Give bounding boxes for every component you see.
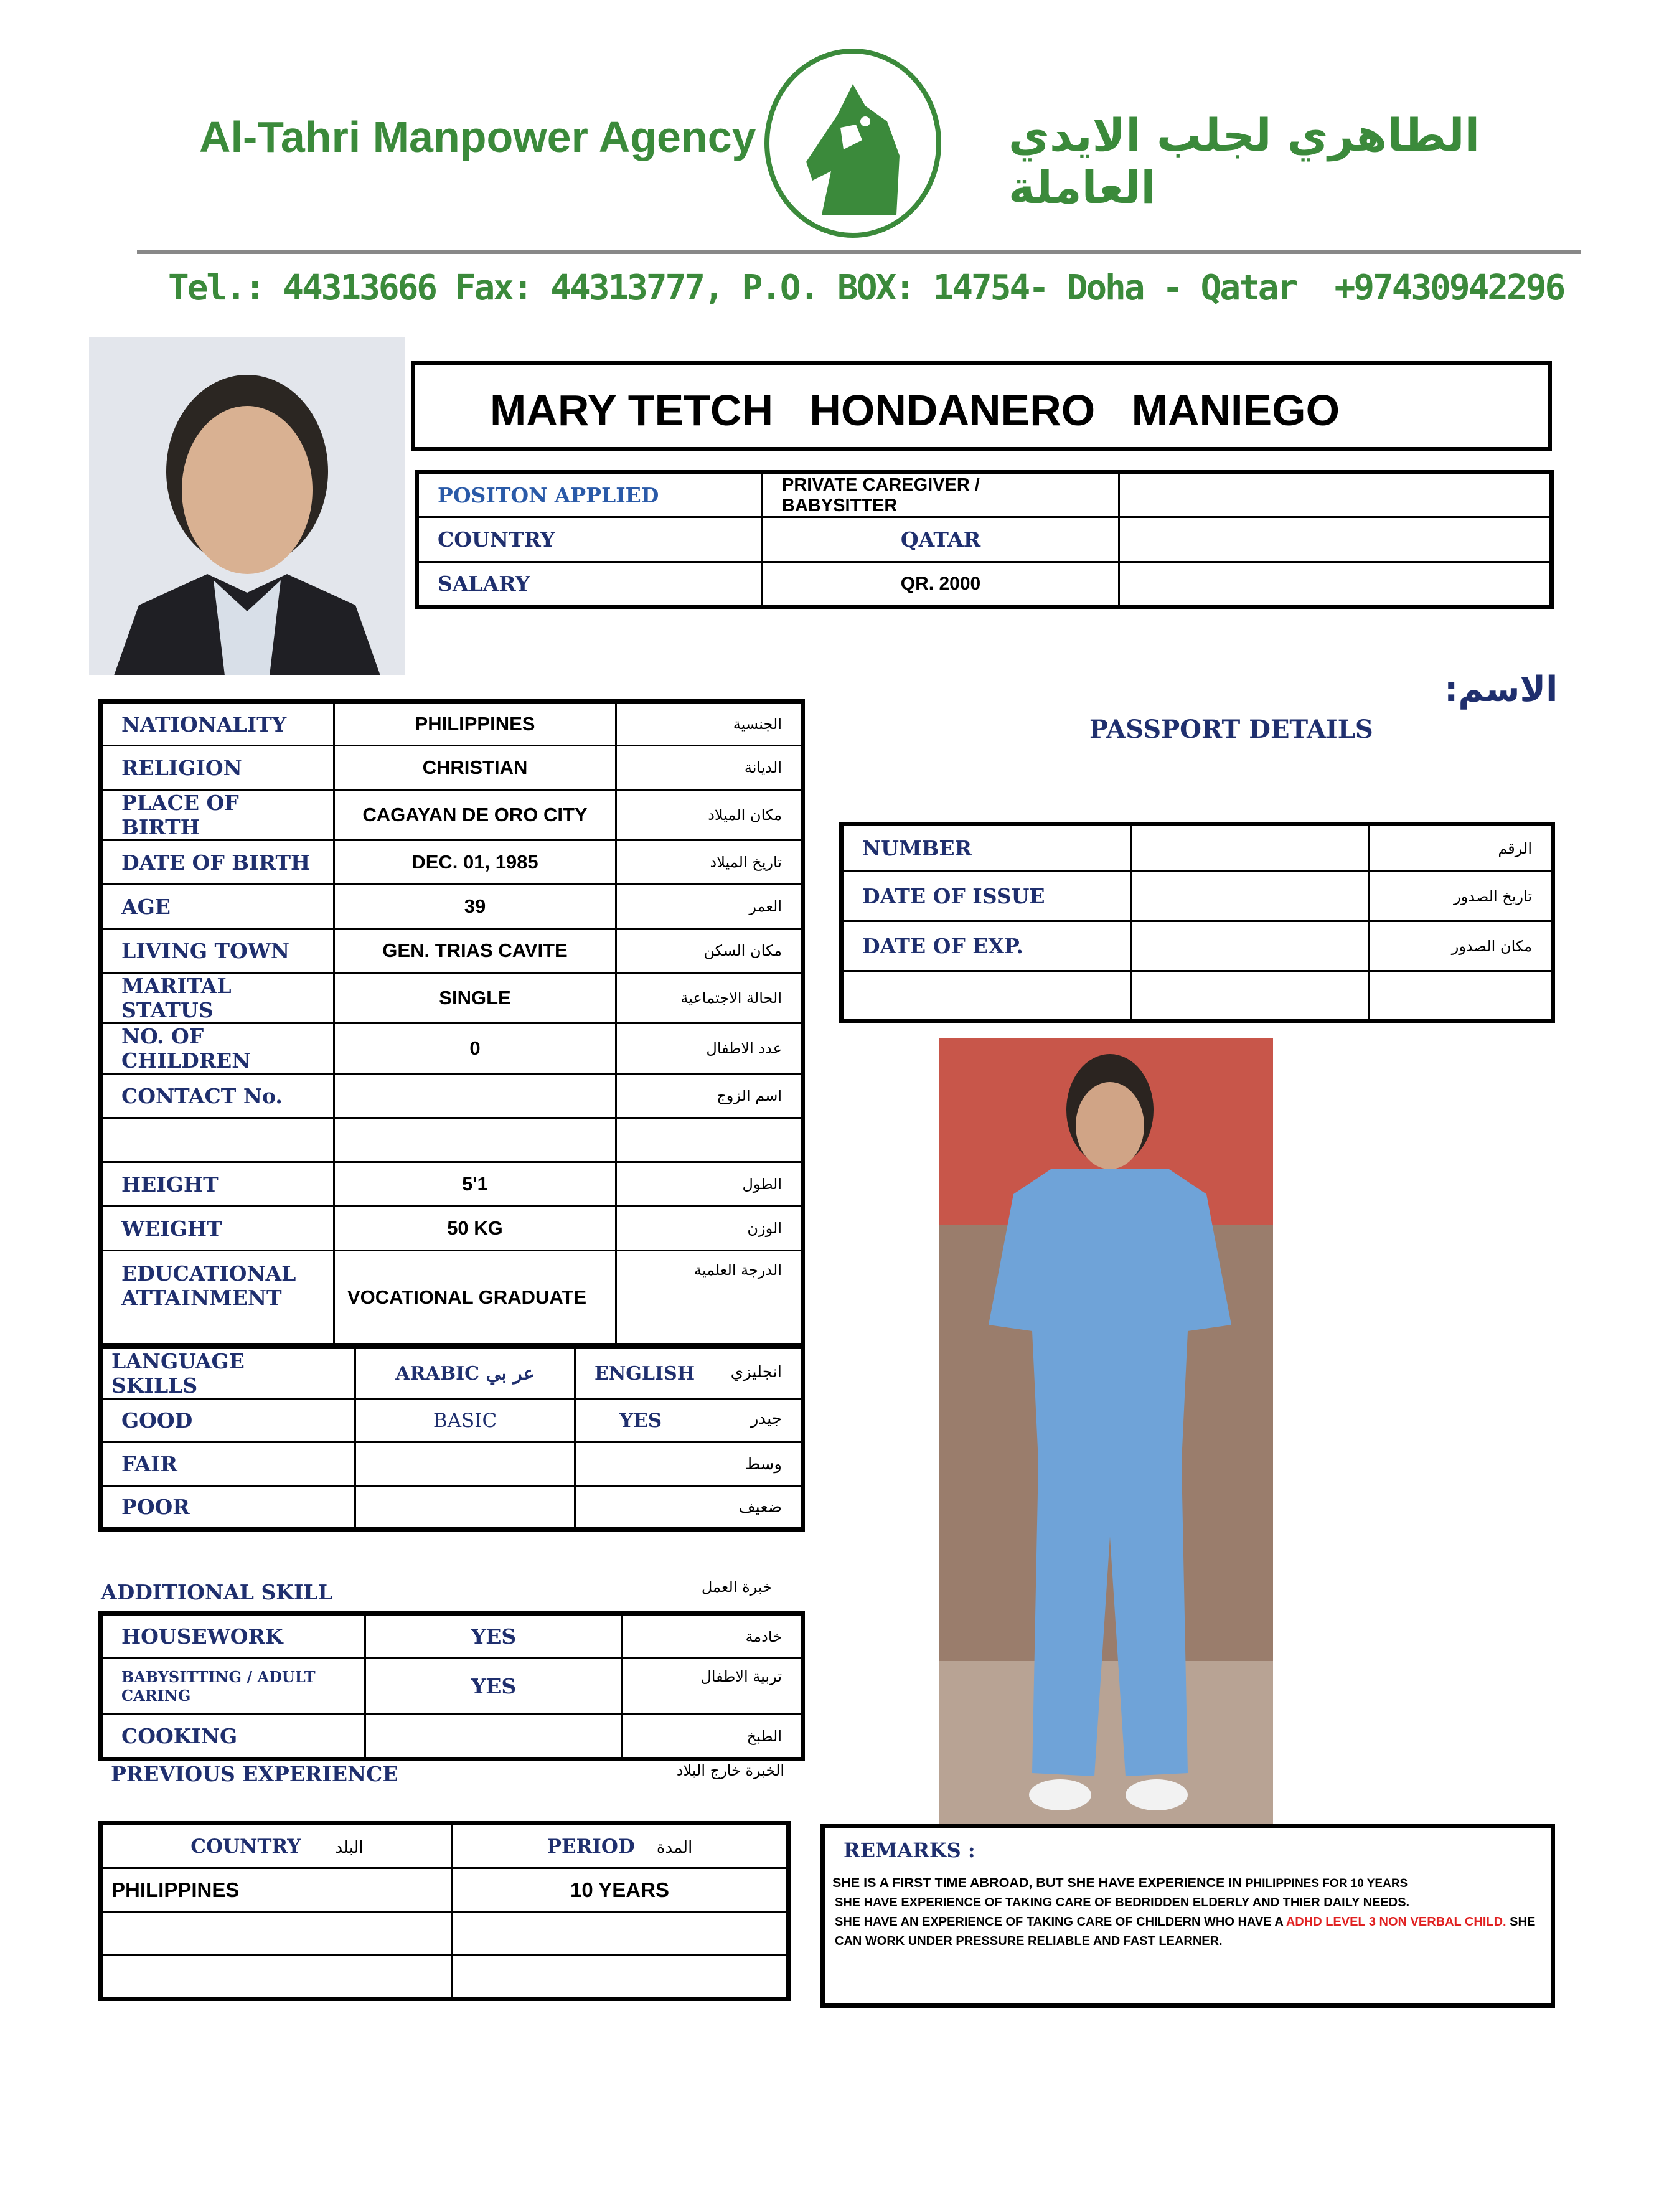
height-ar: الطول xyxy=(616,1162,803,1207)
place-of-birth-label: PLACE OF BIRTH xyxy=(101,790,334,840)
housework-label: HOUSEWORK xyxy=(101,1614,365,1659)
remarks-highlight: ADHD LEVEL 3 NON VERBAL CHILD. xyxy=(1285,1915,1506,1929)
religion-label: RELIGION xyxy=(101,746,334,790)
children-value: 0 xyxy=(334,1024,616,1074)
remarks-line-1 xyxy=(832,1873,1548,1893)
good-ar: جيدر xyxy=(750,1409,782,1428)
fair-label: FAIR xyxy=(101,1443,355,1486)
exp-country-ar: البلد xyxy=(335,1838,364,1857)
poor-ar: ضعيف xyxy=(738,1497,782,1517)
education-label: EDUCATIONAL ATTAINMENT xyxy=(101,1251,334,1345)
passport-issue-value xyxy=(1131,872,1370,921)
place-of-birth-ar: مكان الميلاد xyxy=(616,790,803,840)
remarks-text xyxy=(832,1873,1548,1951)
contact-ar: اسم الزوج xyxy=(616,1074,803,1118)
weight-ar: الوزن xyxy=(616,1207,803,1251)
living-town-value: GEN. TRIAS CAVITE xyxy=(334,929,616,973)
cooking-ar: الطبخ xyxy=(623,1715,803,1759)
blank-label xyxy=(101,1118,334,1162)
education-ar: الدرجة العلمية xyxy=(616,1251,803,1345)
arabic-col-header: ARABIC عر بي xyxy=(355,1347,575,1399)
position-label: POSITON APPLIED xyxy=(417,473,763,517)
good-label: GOOD xyxy=(101,1399,355,1443)
position-extra xyxy=(1119,473,1552,517)
country-label: COUNTRY xyxy=(417,517,763,562)
marital-status-label: MARITAL STATUS xyxy=(101,973,334,1024)
weight-value: 50 KG xyxy=(334,1207,616,1251)
additional-skill-title-ar: خبرة العمل xyxy=(701,1578,772,1596)
good-english: YES xyxy=(619,1409,662,1432)
marital-status-ar: الحالة الاجتماعية xyxy=(616,973,803,1024)
marital-status-value: SINGLE xyxy=(334,973,616,1024)
date-of-birth-ar: تاريخ الميلاد xyxy=(616,840,803,885)
english-col-ar: انجليزي xyxy=(730,1362,782,1381)
remarks-line-3c: SHE CAN WORK UNDER PRESSURE RELIABLE AND FAST LEARNER. xyxy=(835,1915,1536,1948)
housework-ar: خادمة xyxy=(623,1614,803,1659)
height-label: HEIGHT xyxy=(101,1162,334,1207)
additional-skill-table xyxy=(98,1611,805,1761)
remarks-title: REMARKS : xyxy=(844,1838,975,1862)
contact-label: CONTACT No. xyxy=(101,1074,334,1118)
religion-value: CHRISTIAN xyxy=(334,746,616,790)
full-body-photo xyxy=(939,1038,1273,1824)
passport-table xyxy=(839,822,1555,1023)
agency-name-en: Al-Tahri Manpower Agency xyxy=(199,113,756,161)
exp-row-country xyxy=(101,1912,453,1956)
passport-issue-ar: تاريخ الصدور xyxy=(1370,872,1553,921)
babysitting-label: BABYSITTING / ADULT CARING xyxy=(101,1659,365,1715)
passport-blank-label xyxy=(842,971,1131,1021)
remarks-line-1b: PHILIPPINES FOR 10 YEARS xyxy=(1245,1877,1408,1890)
candidate-photo xyxy=(89,337,405,675)
poor-arabic xyxy=(355,1486,575,1530)
agency-name-ar: الطاهري لجلب الايدي العاملة xyxy=(1008,109,1480,214)
passport-blank-value xyxy=(1131,971,1370,1021)
position-table xyxy=(415,470,1554,609)
previous-experience-title: PREVIOUS EXPERIENCE xyxy=(111,1762,398,1786)
age-ar: العمر xyxy=(616,885,803,929)
country-value: QATAR xyxy=(763,517,1119,562)
remarks-box xyxy=(820,1824,1555,2008)
exp-period-header xyxy=(453,1824,789,1868)
exp-period-label: PERIOD xyxy=(547,1835,635,1858)
good-arabic: BASIC xyxy=(355,1399,575,1443)
candidate-name-box xyxy=(411,361,1552,451)
religion-ar: الديانة xyxy=(616,746,803,790)
good-english-cell xyxy=(575,1399,803,1443)
age-value: 39 xyxy=(334,885,616,929)
cooking-value xyxy=(365,1715,623,1759)
position-value: PRIVATE CAREGIVER / BABYSITTER xyxy=(763,473,1119,517)
place-of-birth-value: CAGAYAN DE ORO CITY xyxy=(334,790,616,840)
nationality-ar: الجنسية xyxy=(616,702,803,746)
exp-row-country: PHILIPPINES xyxy=(101,1868,453,1912)
living-town-ar: مكان السكن xyxy=(616,929,803,973)
remarks-line-3a: SHE HAVE AN EXPERIENCE OF TAKING CARE OF CHILDERN WHO HAVE A xyxy=(835,1915,1286,1929)
nationality-label: NATIONALITY xyxy=(101,702,334,746)
passport-exp-value xyxy=(1131,921,1370,971)
previous-experience-title-ar: الخبرة خارج البلاد xyxy=(676,1762,784,1779)
agency-logo xyxy=(763,47,943,240)
passport-number-label: NUMBER xyxy=(842,824,1131,872)
exp-period-ar: المدة xyxy=(656,1838,693,1857)
babysitting-value: YES xyxy=(365,1659,623,1715)
nationality-value: PHILIPPINES xyxy=(334,702,616,746)
language-header-label: LANGUAGE SKILLS xyxy=(101,1347,355,1399)
age-label: AGE xyxy=(101,885,334,929)
salary-value: QR. 2000 xyxy=(763,562,1119,607)
name-ar-label: الاسم: xyxy=(1444,669,1558,710)
children-ar: عدد الاطفال xyxy=(616,1024,803,1074)
blank-ar xyxy=(616,1118,803,1162)
additional-skill-title: ADDITIONAL SKILL xyxy=(101,1580,332,1604)
passport-exp-label: DATE OF EXP. xyxy=(842,921,1131,971)
poor-english-cell xyxy=(575,1486,803,1530)
remarks-line-2: SHE HAVE EXPERIENCE OF TAKING CARE OF BEDRIDDEN ELDERLY AND THIER DAILY NEEDS. xyxy=(835,1896,1410,1909)
children-label: NO. OF CHILDREN xyxy=(101,1024,334,1074)
fair-ar: وسط xyxy=(745,1454,782,1474)
country-extra xyxy=(1119,517,1552,562)
poor-label: POOR xyxy=(101,1486,355,1530)
exp-country-header xyxy=(101,1824,453,1868)
remarks-line-1a: SHE IS A FIRST TIME ABROAD, BUT SHE HAVE EXPERIENCE IN xyxy=(832,1875,1246,1890)
experience-table xyxy=(98,1821,791,2001)
salary-label: SALARY xyxy=(417,562,763,607)
exp-country-label: COUNTRY xyxy=(190,1835,301,1858)
housework-value: YES xyxy=(365,1614,623,1659)
exp-row-period xyxy=(453,1912,789,1956)
header-divider xyxy=(137,250,1581,254)
cooking-label: COOKING xyxy=(101,1715,365,1759)
contact-value xyxy=(334,1074,616,1118)
exp-row-country xyxy=(101,1956,453,1999)
english-col-header xyxy=(575,1347,803,1399)
exp-row-period: 10 YEARS xyxy=(453,1868,789,1912)
weight-label: WEIGHT xyxy=(101,1207,334,1251)
personal-info-table xyxy=(98,699,805,1347)
date-of-birth-label: DATE OF BIRTH xyxy=(101,840,334,885)
horse-logo-icon xyxy=(763,47,943,240)
english-col-label: ENGLISH xyxy=(595,1362,695,1385)
date-of-birth-value: DEC. 01, 1985 xyxy=(334,840,616,885)
fair-arabic xyxy=(355,1443,575,1486)
passport-exp-ar: مكان الصدور xyxy=(1370,921,1553,971)
fair-english-cell xyxy=(575,1443,803,1486)
education-value: VOCATIONAL GRADUATE xyxy=(334,1251,616,1345)
height-value: 5'1 xyxy=(334,1162,616,1207)
blank-value xyxy=(334,1118,616,1162)
passport-title: PASSPORT DETAILS xyxy=(1089,715,1373,744)
babysitting-ar: تربية الاطفال xyxy=(623,1659,803,1715)
passport-blank-ar xyxy=(1370,971,1553,1021)
candidate-name: MARY TETCH HONDANERO MANIEGO xyxy=(490,386,1340,435)
salary-extra xyxy=(1119,562,1552,607)
living-town-label: LIVING TOWN xyxy=(101,929,334,973)
contact-line: Tel.: 44313666 Fax: 44313777, P.O. BOX: 14754- Doha - Qatar +97430942296 xyxy=(168,268,1564,308)
passport-number-value xyxy=(1131,824,1370,872)
passport-number-ar: الرقم xyxy=(1370,824,1553,872)
passport-issue-label: DATE OF ISSUE xyxy=(842,872,1131,921)
language-table xyxy=(98,1345,805,1532)
exp-row-period xyxy=(453,1956,789,1999)
remarks-line-3 xyxy=(832,1913,1548,1951)
